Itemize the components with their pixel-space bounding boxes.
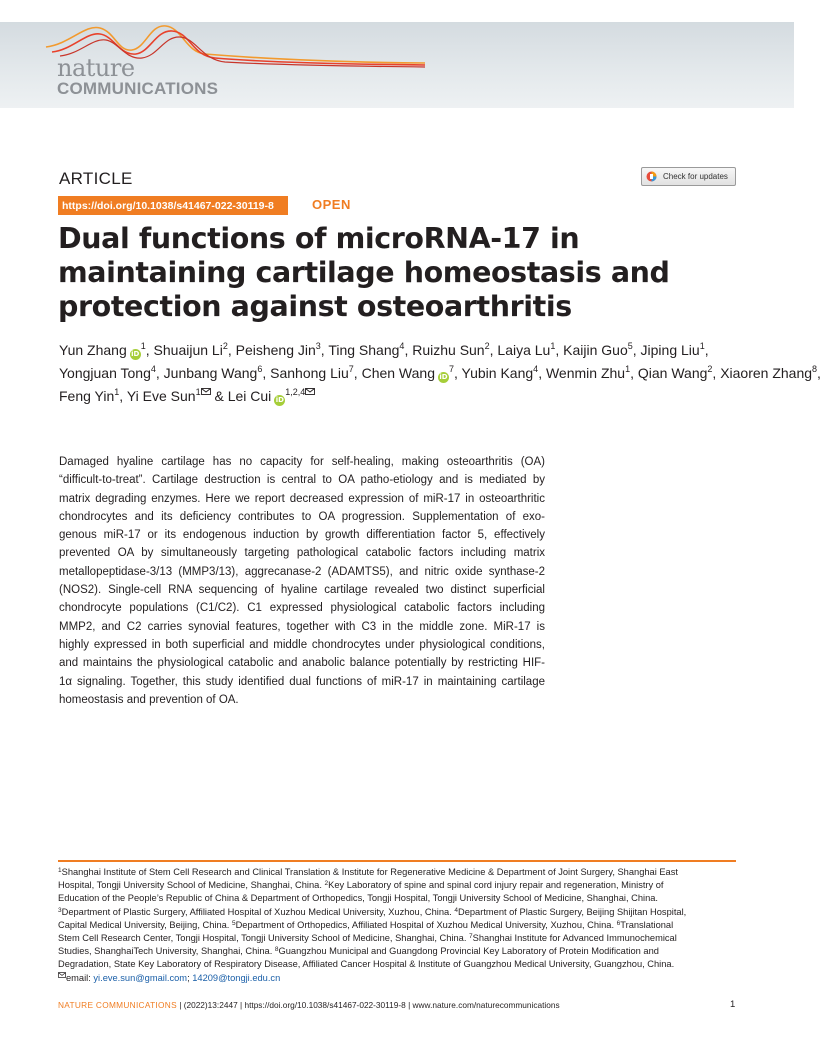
author-affiliation-ref: 4 (399, 341, 405, 351)
author-affiliation-ref: 1 (140, 341, 146, 351)
article-title: Dual functions of microRNA-17 in maintaining cartilage homeostasis and protection against osteoarthritis (58, 222, 670, 323)
affiliation-text: Hospital, Tongji University School of Medicine, Shanghai, China. (58, 880, 322, 891)
affiliation-text: Key Laboratory of spine and spinal cord injury repair and regeneration, Ministry of (328, 880, 664, 891)
check-for-updates-label: Check for updates (663, 172, 728, 181)
author-affiliation-ref: 7 (348, 364, 354, 374)
abstract-line: Damaged hyaline cartilage has no capacity for self-healing, making osteoarthritis (OA) (59, 456, 545, 468)
affiliations (58, 866, 738, 985)
author-name[interactable]: Yongjuan Tong (59, 365, 151, 381)
affiliation-number: 6 (616, 919, 621, 927)
author-affiliation-ref: 8 (812, 364, 818, 374)
abstract-line: (NOS2). Single-cell RNA sequencing of hyaline cartilage revealed two distinct superficial (59, 584, 545, 597)
author-name[interactable]: Laiya Lu (497, 342, 551, 358)
author-name[interactable]: Peisheng Jin (235, 342, 316, 358)
abstract (59, 453, 545, 709)
author-name[interactable]: Sanhong Liu (270, 365, 349, 381)
author-name[interactable]: Qian Wang (637, 365, 708, 381)
author-name[interactable]: Shuaijun Li (153, 342, 223, 358)
author-affiliation-ref: 2 (484, 341, 490, 351)
email-link[interactable]: 14209@tongji.edu.cn (192, 972, 281, 983)
author-affiliation-ref: 2 (222, 341, 228, 351)
affiliation-line (58, 879, 738, 892)
author-name[interactable]: Kaijin Guo (563, 342, 628, 358)
affiliation-line (58, 919, 738, 932)
footer-doi[interactable]: https://doi.org/10.1038/s41467-022-30119-8 (244, 1000, 406, 1010)
affiliation-text: Department of Plastic Surgery, Affiliated Hospital of Xuzhou Medical University, Xuzhou, China. (61, 906, 452, 917)
affiliation-text: Shanghai Institute for Advanced Immunochemical (472, 933, 677, 944)
author-affiliation-ref: 1 (195, 387, 201, 397)
email-label: email: (66, 972, 94, 983)
email-separator: ; (187, 972, 193, 983)
abstract-line: homeostasis and prevention of OA. (59, 693, 239, 706)
affiliation-text: Capital Medical University, Beijing, China. (58, 919, 230, 930)
abstract-line: MMP2, and C2 carries synovial features, together with C3 in the middle zone. MiR-17 is (59, 620, 545, 633)
affiliation-text: Degradation, State Key Laboratory of Respiratory Disease, Affiliated Cancer Hospital & Institute of Guangzhou Medical University, Guangzhou, China. (58, 959, 675, 970)
orcid-icon[interactable]: iD (275, 396, 284, 404)
author-affiliation-ref: 4 (150, 364, 156, 374)
orcid-icon[interactable]: iD (131, 350, 140, 358)
affiliation-text: Guangzhou Municipal and Guangdong Provincial Key Laboratory of Protein Modification and (278, 946, 659, 957)
author-name[interactable]: Junbang Wang (163, 365, 258, 381)
email-link[interactable]: yi.eve.sun@gmail.com (93, 972, 188, 983)
affiliation-number: 8 (274, 946, 279, 954)
affiliation-line (58, 906, 738, 919)
affiliation-line (58, 958, 738, 971)
article-type-label: ARTICLE (59, 169, 133, 188)
abstract-line: chondrocyte populations (C1/C2). C1 expressed physiological catabolic factors including (59, 602, 545, 615)
footer-separator: | (240, 1000, 245, 1010)
author-affiliation-ref: 1,2,4 (285, 387, 306, 397)
envelope-icon (58, 972, 66, 978)
logo-nature-text: nature (57, 54, 135, 82)
author-affiliation-ref: 5 (627, 341, 633, 351)
abstract-line: matrix degrading enzymes. Here we report decreased expression of miR-17 in osteoarthritic (59, 492, 545, 505)
affiliation-number: 2 (324, 880, 329, 888)
footer-separator: | (179, 1000, 184, 1010)
author-name[interactable]: Lei Cui (227, 388, 272, 404)
affiliation-text: Stem Cell Research Center, Tongji Hospital, Tongji University School of Medicine, Shanghai, China. (58, 933, 467, 944)
page-number: 1 (730, 999, 736, 1010)
author-affiliation-ref: 3 (315, 341, 321, 351)
logo-communications-text: COMMUNICATIONS (57, 79, 219, 98)
affiliation-number: 7 (469, 933, 473, 941)
abstract-line: metallopeptidase-3/13 (MMP3/13), aggrecanase-2 (ADAMTS5), and nitric oxide synthase-2 (59, 565, 545, 578)
footer-url[interactable]: www.nature.com/naturecommunications (412, 1000, 560, 1010)
author-line: Yun Zhang $iD^1$, Shuaijun Li$^2$, Peisheng Jin$^3$, Ting Shang$^4$, Ruizhu Sun$^2$, Laiya Lu$^1$, Kaijin Guo$^5$, Jiping Liu$^1$, (59, 341, 709, 358)
author-affiliation-ref: 1 (625, 364, 631, 374)
email-line (58, 972, 738, 985)
affiliation-line (58, 866, 738, 879)
author-affiliation-ref: 2 (707, 364, 713, 374)
abstract-line: highly expressed in both superficial and middle chondrocytes under physiological conditions, (59, 638, 545, 651)
author-name[interactable]: Wenmin Zhu (545, 365, 626, 381)
affiliation-text: Department of Plastic Surgery, Beijing Shijitan Hospital, (458, 906, 687, 917)
affiliation-line (58, 892, 738, 905)
affiliation-text: Department of Orthopedics, Affiliated Hospital of Xuzhou Medical University, Xuzhou, China. (235, 919, 615, 930)
abstract-line: chondrocytes and its deficiency contributes to OA progression. Supplementation of exo- (59, 510, 545, 523)
author-list (59, 339, 821, 408)
affiliation-number: 3 (58, 906, 62, 914)
affiliation-line (58, 945, 738, 958)
author-name[interactable]: Jiping Liu (640, 342, 700, 358)
author-line: Yongjuan Tong$^4$, Junbang Wang$^6$, Sanhong Liu$^7$, Chen Wang $iD^7$, Yubin Kang$^4$, Wenmin Zhu$^1$, Qian Wang$^2$, Xiaoren Zhang$^8$, (59, 364, 821, 381)
author-name[interactable]: Xiaoren Zhang (720, 365, 813, 381)
abstract-line: genous miR-17 or its endogenous induction by growth differentiation factor 5, effectively (59, 529, 545, 542)
affiliation-number: 1 (58, 867, 62, 874)
author-affiliation-ref: 1 (699, 341, 705, 351)
page-footer (58, 1000, 738, 1010)
author-name[interactable]: Chen Wang (361, 365, 435, 381)
author-line: Feng Yin$^1$, Yi Eve Sun$^1$ & Lei Cui iD$^{1,2,4}$ (59, 385, 749, 408)
author-name[interactable]: Feng Yin (59, 388, 115, 404)
check-for-updates-button[interactable] (641, 167, 736, 186)
doi-link[interactable]: https://doi.org/10.1038/s41467-022-30119-8 (58, 196, 288, 215)
footer-journal-name: NATURE COMMUNICATIONS (58, 1000, 177, 1010)
author-affiliation-ref: 7 (449, 364, 455, 374)
author-affiliation-ref: 4 (533, 364, 539, 374)
affiliation-text: Education of the People’s Republic of China & Department of Orthopedics, Tongji Hospital, Tongji University School of Medicine, Shanghai, China. (58, 893, 658, 904)
abstract-line: and maintains the physiological catabolic and anabolic balance potentially by restricting HIF- (59, 657, 545, 670)
author-affiliation-ref: 1 (550, 341, 556, 351)
author-name[interactable]: Yubin Kang (461, 365, 534, 381)
envelope-icon (305, 388, 315, 395)
envelope-icon (201, 388, 211, 395)
affiliations-divider (58, 860, 736, 862)
orcid-icon[interactable]: iD (439, 373, 448, 381)
abstract-line: prevented OA by simultaneously targeting pathological catabolic factors including matrix (59, 547, 545, 560)
abstract-line: 1α signaling. Together, this study identified dual functions of miR-17 in maintaining cartilage (59, 675, 545, 688)
footer-separator: | (408, 1000, 413, 1010)
abstract-line: “difficult-to-treat”. Cartilage destruction is central to OA patho-etiology and is mediated by (59, 474, 545, 487)
author-name[interactable]: Ting Shang (328, 342, 400, 358)
author-separator: & (210, 388, 228, 404)
crossmark-icon (646, 171, 657, 182)
author-affiliation-ref: 1 (114, 387, 120, 397)
author-name[interactable]: Yun Zhang (59, 342, 127, 358)
author-name[interactable]: Yi Eve Sun (126, 388, 196, 404)
affiliation-text: Studies, ShanghaiTech University, Shanghai, China. (58, 946, 273, 957)
affiliation-text: Shanghai Institute of Stem Cell Research and Clinical Translation & Institute for Regenerative Medicine & Department of Joint Surgery, Shanghai East (61, 867, 678, 877)
footer-citation: (2022)13:2447 (183, 1000, 238, 1010)
author-name[interactable]: Ruizhu Sun (412, 342, 485, 358)
open-access-label: OPEN (312, 197, 351, 212)
author-affiliation-ref: 6 (257, 364, 263, 374)
journal-masthead (0, 22, 794, 108)
affiliation-line (58, 932, 738, 945)
affiliation-text: Translational (620, 919, 674, 930)
affiliation-number: 4 (454, 906, 458, 914)
affiliation-number: 5 (231, 919, 236, 927)
